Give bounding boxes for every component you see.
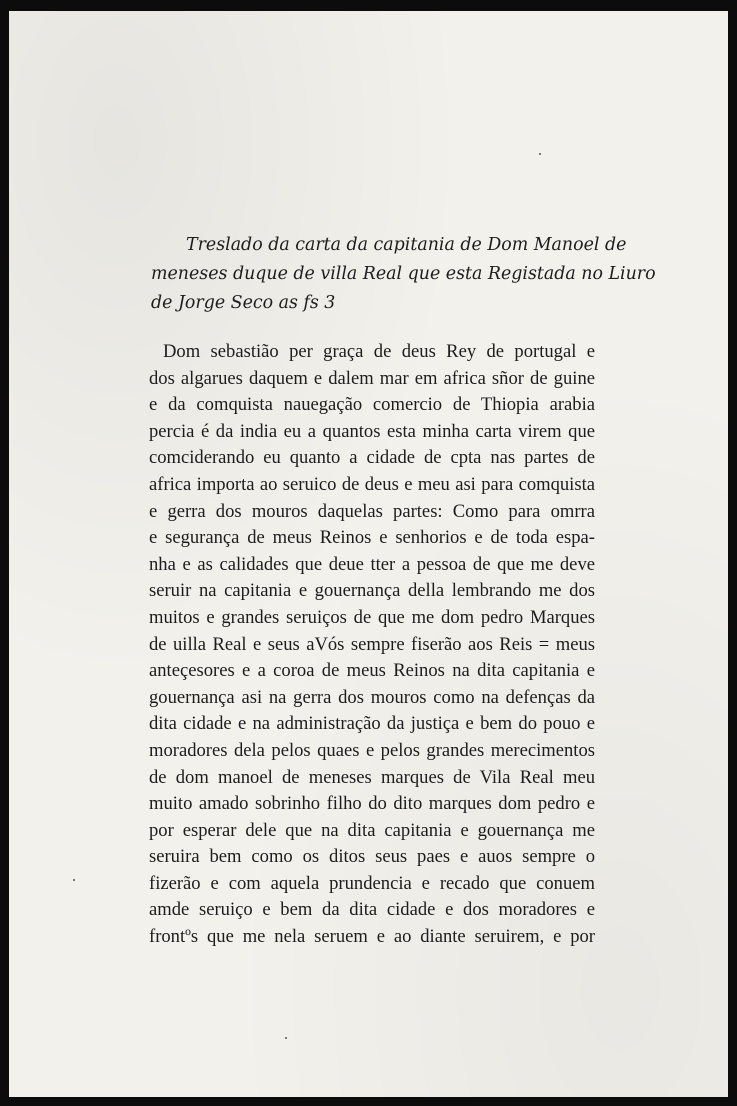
body-line: muitos e grandes seruiços de que me dom pedro Marques [149,606,595,628]
body-line: dita cidade e na administração da justiça e bem do pouo e [149,713,595,735]
body-line: moradores dela pelos quaes e pelos grandes merecimentos [149,739,595,761]
paper-speck [73,879,75,881]
document-body [149,339,595,951]
body-line: Dom sebastião per graça de deus Rey de portugal e [163,341,595,362]
body-line: fizerão e com aquela prundencia e recado que conuem [149,872,595,894]
body-line: frontºs que me nela seruem e ao diante seruirem, e por [149,926,595,948]
paper-speck [539,153,541,155]
body-line: de dom manoel de meneses marques de Vila Real meu [149,766,595,788]
heading-line: meneses duque de villa Real que esta Registada no Liuro [151,264,656,284]
body-line: africa importa ao seruico de deus e meu asi para comquista [149,473,595,495]
document-page [9,11,728,1097]
heading-line: Treslado da carta da capitania de Dom Manoel de [186,235,627,255]
body-line: nha e as calidades que deue tter a pessoa de que me deve [149,553,595,575]
paper-speck [285,1037,287,1039]
body-line: dos algarues daquem e dalem mar em africa sñor de guine [149,367,595,389]
body-line: por esperar dele que na dita capitania e gouernança me [149,819,595,841]
body-line: seruir na capitania e gouernança della lembrando me dos [149,580,595,602]
body-line: amde seruiço e bem da dita cidade e dos moradores e [149,899,595,921]
body-line: e segurança de meus Reinos e senhorios e de toda espa- [149,527,595,549]
body-line: de uilla Real e seus aVós sempre fiserão aos Reis = meus [149,633,595,655]
body-line: gouernança asi na gerra dos mouros como na defenças da [149,686,595,708]
body-line: e da comquista nauegação comercio de Thiopia arabia [149,394,595,416]
body-line: comciderando eu quanto a cidade de cpta nas partes de [149,447,595,469]
body-line: muito amado sobrinho filho do dito marques dom pedro e [149,793,595,815]
document-heading [151,231,656,318]
body-line: anteçesores e a coroa de meus Reinos na dita capitania e [149,660,595,682]
body-line: e gerra dos mouros daquelas partes: Como para omrra [149,500,595,522]
body-line: percia é da india eu a quantos esta minha carta virem que [149,420,595,442]
body-line: seruira bem como os ditos seus paes e auos sempre o [149,846,595,868]
heading-line: de Jorge Seco as fs 3 [151,293,336,313]
